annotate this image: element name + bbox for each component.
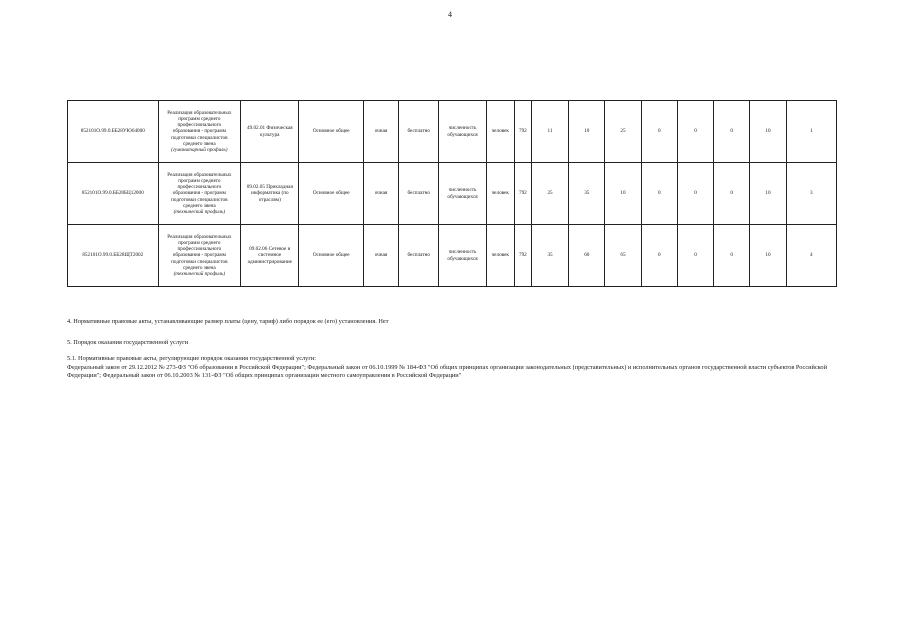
value-cell: 35 (569, 163, 605, 225)
value-cell: 0 (677, 163, 713, 225)
okei-code: 792 (514, 101, 531, 163)
value-cell: 25 (531, 163, 568, 225)
okei-code: 792 (514, 163, 531, 225)
payment-type: бесплатно (399, 163, 439, 225)
study-form: очная (363, 101, 398, 163)
specialty: 49.02.01 Физическая культура (241, 101, 299, 163)
study-form: очная (363, 163, 398, 225)
value-cell: 0 (641, 101, 677, 163)
value-cell: 10 (750, 163, 786, 225)
value-cell: 10 (750, 101, 786, 163)
registry-code: 852101О.99.0.ББ28УЮ64000 (68, 101, 159, 163)
unit-name: человек (486, 101, 514, 163)
registry-code: 852101О.99.0.ББ28БЦ12000 (68, 163, 159, 225)
section-5-heading: 5. Порядок оказания государственной услуги (67, 339, 189, 346)
registry-code: 852101О.99.0.ББ28ЩТ2002 (68, 225, 159, 287)
value-cell: 0 (641, 163, 677, 225)
education-basis: Основное общее (299, 163, 363, 225)
section-4-text: 4. Нормативные правовые акты, устанавливающие размер платы (цену, тариф) либо порядок ее (его) установления. Нет (67, 318, 389, 325)
specialty: 09.02.06 Сетевое и системное администрирование (241, 225, 299, 287)
education-basis: Основное общее (299, 101, 363, 163)
value-cell: 0 (714, 225, 750, 287)
table-row (68, 163, 837, 225)
value-cell: 1 (786, 101, 836, 163)
value-cell: 0 (714, 101, 750, 163)
value-cell: 4 (786, 225, 836, 287)
unit-name: человек (486, 225, 514, 287)
table-row (68, 101, 837, 163)
specialty: 09.02.05 Прикладная информатика (по отраслям) (241, 163, 299, 225)
education-basis: Основное общее (299, 225, 363, 287)
value-cell: 0 (714, 163, 750, 225)
program-profile: (гуманитарный профиль) (171, 146, 228, 153)
okei-code: 792 (514, 225, 531, 287)
program-description: Реализация образовательных программ среднего профессионального образования - программ подготовки специалистов среднего звена (технический профиль) (158, 225, 241, 287)
program-description: Реализация образовательных программ среднего профессионального образования - программ подготовки специалистов среднего звена (гуманитарный профиль) (158, 101, 241, 163)
value-cell: 60 (569, 225, 605, 287)
value-cell: 65 (605, 225, 641, 287)
unit-name: человек (486, 163, 514, 225)
value-cell: 0 (641, 225, 677, 287)
program-description: Реализация образовательных программ среднего профессионального образования - программ подготовки специалистов среднего звена (технический профиль) (158, 163, 241, 225)
section-5-1-heading: 5.1. Нормативные правовые акты, регулирующие порядок оказания государственной услуги: (67, 355, 317, 362)
program-profile: (технический профиль) (173, 270, 226, 277)
value-cell: 0 (677, 225, 713, 287)
payment-type: бесплатно (399, 101, 439, 163)
indicator-name: численность обучающихся (439, 163, 486, 225)
value-cell: 35 (531, 225, 568, 287)
study-form: очная (363, 225, 398, 287)
value-cell: 11 (531, 101, 568, 163)
indicator-name: численность обучающихся (439, 225, 486, 287)
laws-text: Федеральный закон от 29.12.2012 № 273-ФЗ "Об образовании в Российской Федерации"; Федеральный закон от 06.10.1999 № 184-ФЗ "Об общих принципах организации законодательных (представительных) и исполнительных органов государственной власти субъектов Российской Федерации"; Федеральный закон от 06.10.2003 № 131-ФЗ "Об общих принципах организации местного самоуправления в Российской Федерации" (67, 364, 827, 379)
table-row (68, 225, 837, 287)
indicator-name: численность обучающихся (439, 101, 486, 163)
value-cell: 10 (750, 225, 786, 287)
value-cell: 3 (786, 163, 836, 225)
program-profile: (технический профиль) (173, 208, 226, 215)
page-number: 4 (448, 10, 452, 19)
value-cell: 25 (605, 101, 641, 163)
value-cell: 10 (569, 101, 605, 163)
service-volume-table (67, 100, 837, 287)
payment-type: бесплатно (399, 225, 439, 287)
value-cell: 10 (605, 163, 641, 225)
value-cell: 0 (677, 101, 713, 163)
